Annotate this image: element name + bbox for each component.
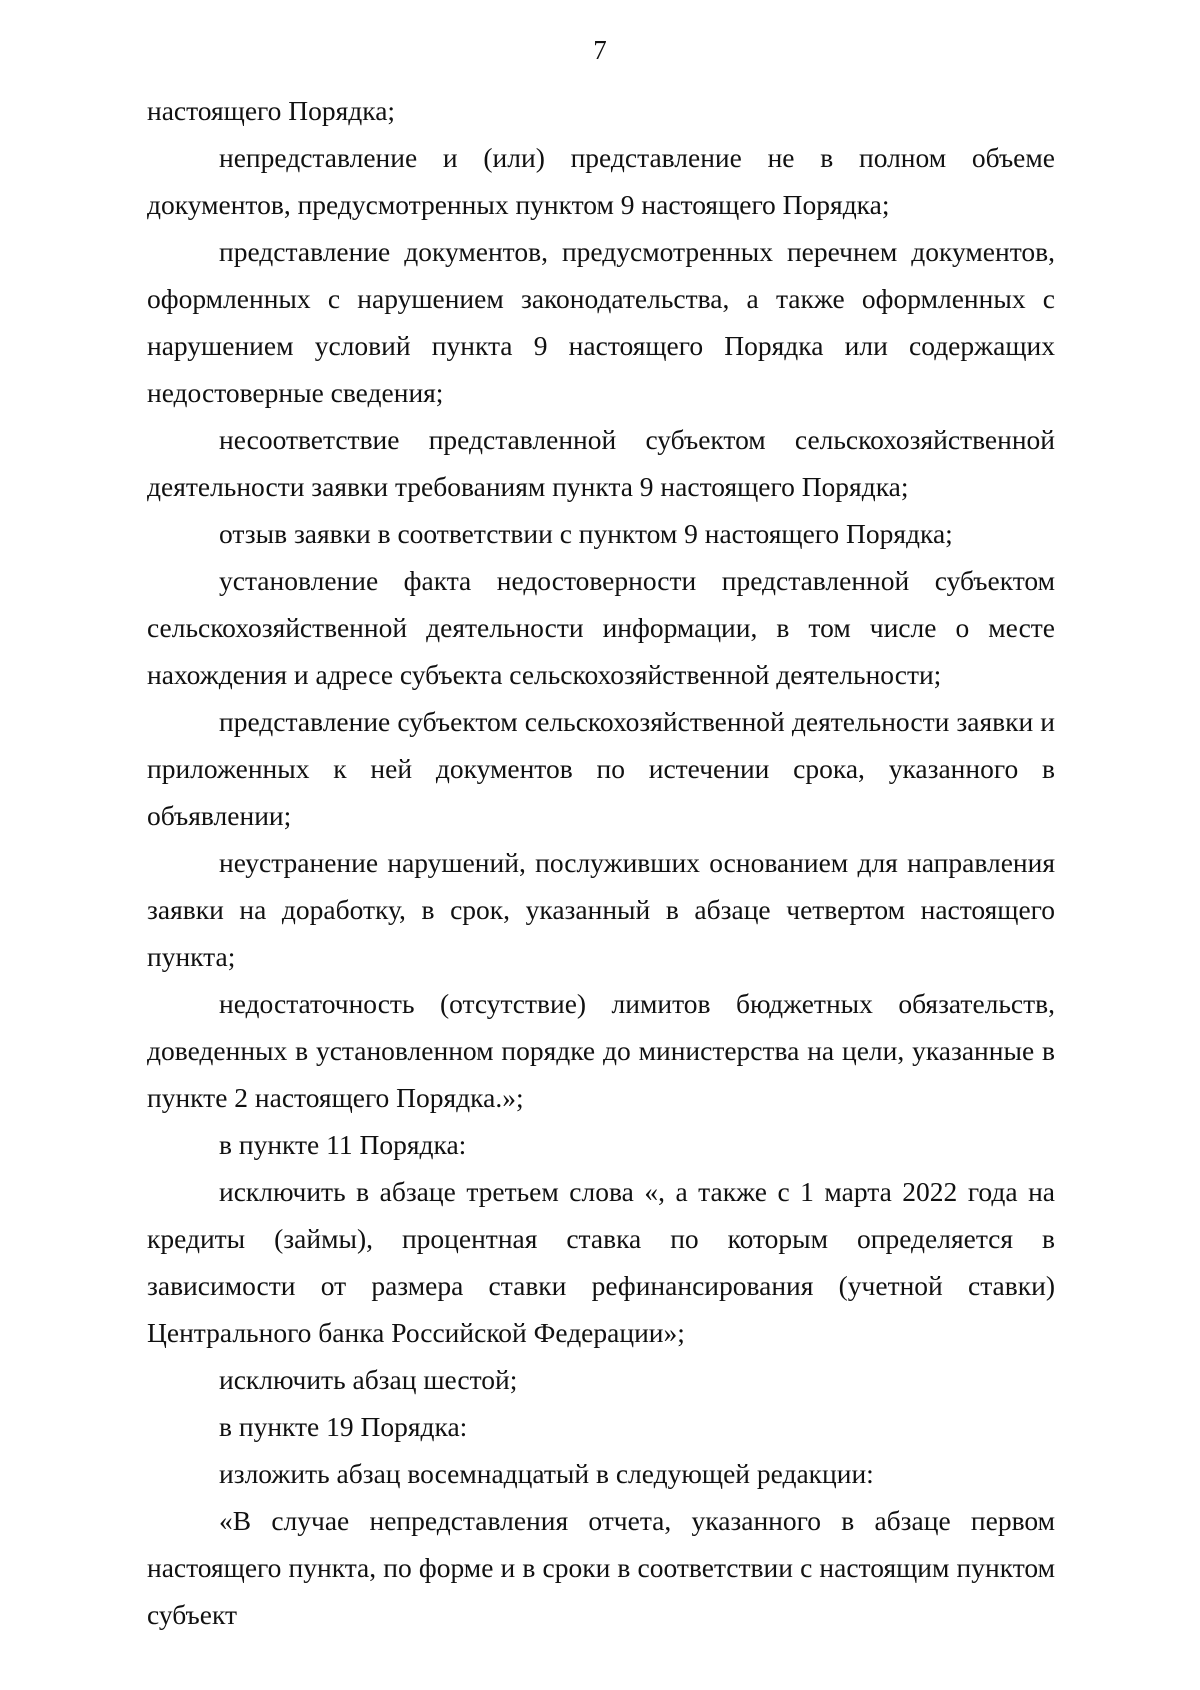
document-body bbox=[147, 87, 1055, 1638]
paragraph: «В случае непредставления отчета, указанного в абзаце первом настоящего пункта, по форме и в сроки в соответствии с настоящим пунктом субъект bbox=[147, 1505, 1055, 1630]
paragraph: неустранение нарушений, послуживших основанием для направления заявки на доработку, в срок, указанный в абзаце четвертом настоящего пункта; bbox=[147, 847, 1055, 972]
paragraph: исключить в абзаце третьем слова «, а также с 1 марта 2022 года на кредиты (займы), процентная ставка по которым определяется в зависимости от размера ставки рефинансирования (учетной ставки) Центрального банка Российской Федерации»; bbox=[147, 1176, 1055, 1348]
paragraph: установление факта недостоверности представленной субъектом сельскохозяйственной деятельности информации, в том числе о месте нахождения и адресе субъекта сельскохозяйственной деятельности; bbox=[147, 565, 1055, 690]
paragraph: непредставление и (или) представление не в полном объеме документов, предусмотренных пунктом 9 настоящего Порядка; bbox=[147, 142, 1055, 220]
paragraph: изложить абзац восемнадцатый в следующей редакции: bbox=[219, 1458, 874, 1489]
page-number: 7 bbox=[593, 35, 607, 65]
paragraph: исключить абзац шестой; bbox=[219, 1364, 518, 1395]
paragraph: настоящего Порядка; bbox=[147, 95, 396, 126]
paragraph: несоответствие представленной субъектом сельскохозяйственной деятельности заявки требованиям пункта 9 настоящего Порядка; bbox=[147, 424, 1055, 502]
paragraph: в пункте 19 Порядка: bbox=[219, 1411, 468, 1442]
paragraph: отзыв заявки в соответствии с пунктом 9 настоящего Порядка; bbox=[219, 518, 953, 549]
paragraph: представление субъектом сельскохозяйственной деятельности заявки и приложенных к ней документов по истечении срока, указанного в объявлении; bbox=[147, 706, 1055, 831]
paragraph: в пункте 11 Порядка: bbox=[219, 1129, 467, 1160]
paragraph: представление документов, предусмотренных перечнем документов, оформленных с нарушением законодательства, а также оформленных с нарушением условий пункта 9 настоящего Порядка или содержащих недостоверные сведения; bbox=[147, 236, 1055, 408]
paragraph: недостаточность (отсутствие) лимитов бюджетных обязательств, доведенных в установленном порядке до министерства на цели, указанные в пункте 2 настоящего Порядка.»; bbox=[147, 988, 1055, 1113]
